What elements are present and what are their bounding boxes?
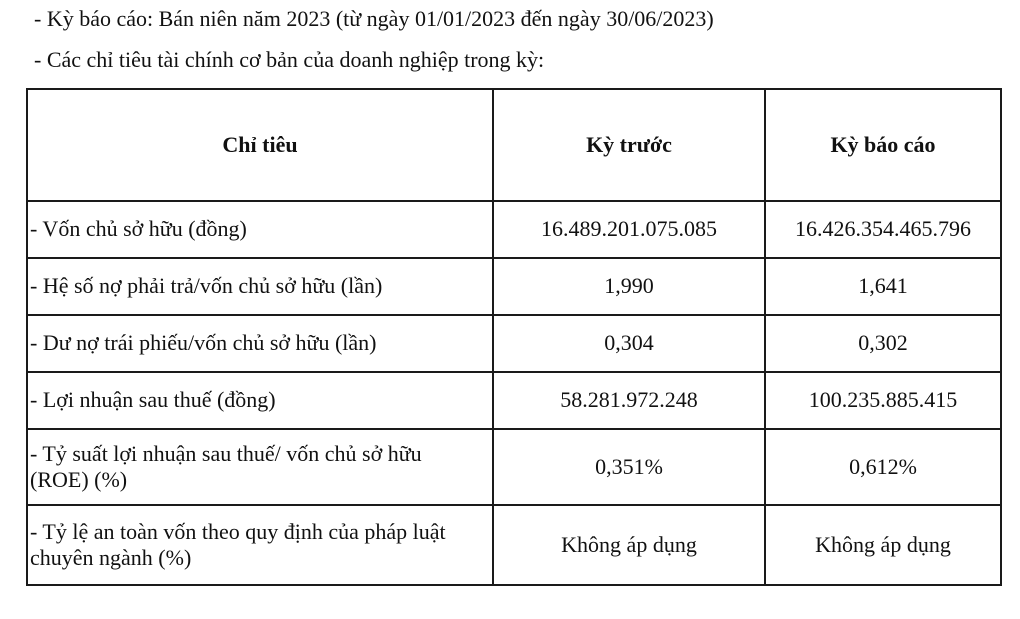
previous-value: 16.489.201.075.085 bbox=[493, 201, 765, 258]
current-value: 100.235.885.415 bbox=[765, 372, 1001, 429]
indicators-intro-line: - Các chỉ tiêu tài chính cơ bản của doanh nghiệp trong kỳ: bbox=[34, 47, 545, 72]
table-row bbox=[27, 201, 1001, 258]
row-label-line: (ROE) (%) bbox=[30, 466, 128, 492]
row-label bbox=[27, 505, 493, 585]
previous-value: 0,304 bbox=[493, 315, 765, 372]
row-label: - Hệ số nợ phải trả/vốn chủ sở hữu (lần) bbox=[27, 258, 493, 315]
table-row bbox=[27, 429, 1001, 505]
row-label-line: chuyên ngành (%) bbox=[30, 544, 192, 570]
row-label: - Vốn chủ sở hữu (đồng) bbox=[27, 201, 493, 258]
table-row bbox=[27, 315, 1001, 372]
previous-value: 0,351% bbox=[493, 429, 765, 505]
current-value: 1,641 bbox=[765, 258, 1001, 315]
financial-indicators-table bbox=[26, 88, 1002, 586]
previous-value: Không áp dụng bbox=[493, 505, 765, 585]
row-label-line: - Tỷ lệ an toàn vốn theo quy định của pháp luật bbox=[30, 518, 446, 544]
current-value: 0,612% bbox=[765, 429, 1001, 505]
table-row bbox=[27, 505, 1001, 585]
row-label: - Dư nợ trái phiếu/vốn chủ sở hữu (lần) bbox=[27, 315, 493, 372]
previous-value: 1,990 bbox=[493, 258, 765, 315]
current-value: 16.426.354.465.796 bbox=[765, 201, 1001, 258]
header-previous-period: Kỳ trước bbox=[493, 89, 765, 201]
table-row bbox=[27, 258, 1001, 315]
header-indicator: Chỉ tiêu bbox=[27, 89, 493, 201]
table-header-row bbox=[27, 89, 1001, 201]
row-label bbox=[27, 429, 493, 505]
header-report-period: Kỳ báo cáo bbox=[765, 89, 1001, 201]
table-row bbox=[27, 372, 1001, 429]
row-label: - Lợi nhuận sau thuế (đồng) bbox=[27, 372, 493, 429]
current-value: 0,302 bbox=[765, 315, 1001, 372]
row-label-line: - Tỷ suất lợi nhuận sau thuế/ vốn chủ sở hữu bbox=[30, 440, 422, 466]
current-value: Không áp dụng bbox=[765, 505, 1001, 585]
report-period-line: - Kỳ báo cáo: Bán niên năm 2023 (từ ngày 01/01/2023 đến ngày 30/06/2023) bbox=[34, 6, 714, 31]
previous-value: 58.281.972.248 bbox=[493, 372, 765, 429]
